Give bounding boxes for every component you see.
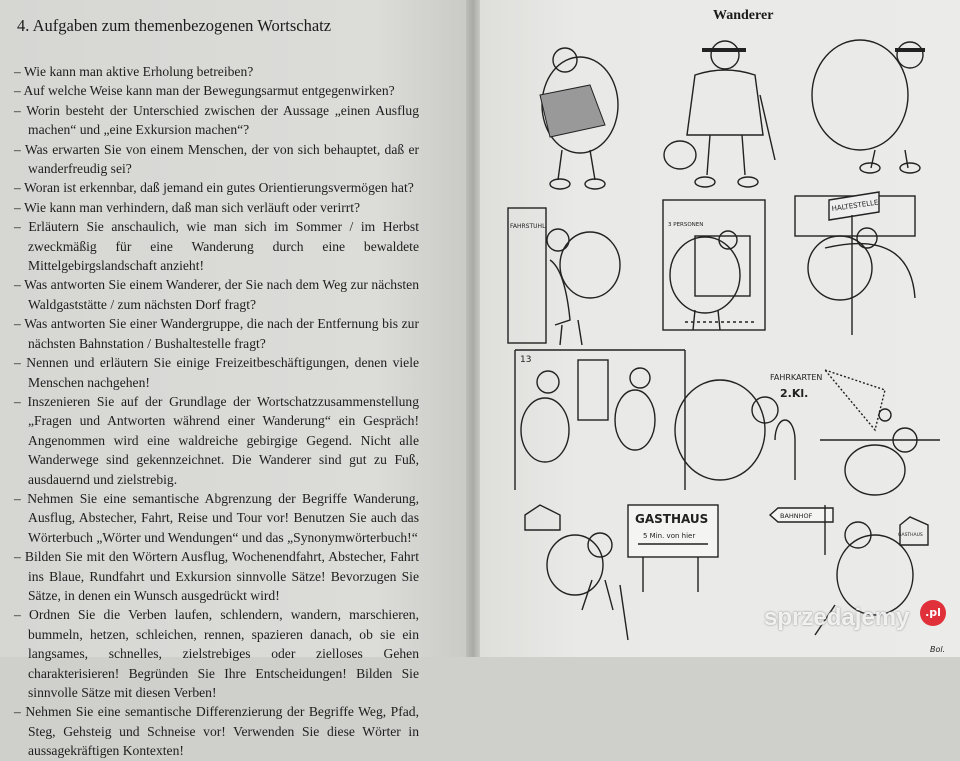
artist-signature: Bol. xyxy=(930,645,946,654)
task-item: – Was antworten Sie einer Wandergruppe, die nach der Entfernung bis zur nächsten Bahnstation / Bushaltestelle fragt? xyxy=(14,314,419,353)
task-item: – Was erwarten Sie von einem Menschen, der von sich behauptet, daß er wanderfreudig sei? xyxy=(14,140,419,179)
task-item: – Nehmen Sie eine semantische Differenzierung der Begriffe Weg, Pfad, Steg, Gehsteig und Schneise vor! Verwenden Sie diese Wörter in aussagekräftigen Kontexten! xyxy=(14,702,419,760)
cartoon-panel-1 xyxy=(540,48,618,189)
cartoon-panel-2 xyxy=(664,41,775,187)
compartment-number: 13 xyxy=(520,355,532,365)
cartoon-panel-lift-capacity xyxy=(663,200,765,330)
station-sign: BAHNHOF xyxy=(780,512,813,520)
elevator-sign: FAHRSTUHL xyxy=(510,223,546,230)
cartoon-panel-ticket-office xyxy=(675,373,822,480)
cartoon-panel-bus-stop xyxy=(795,192,915,335)
task-item: – Nennen und erläutern Sie einige Freizeitbeschäftigungen, denen viele Menschen nachgehen! xyxy=(14,353,419,392)
task-item: – Nehmen Sie eine semantische Abgrenzung der Begriffe Wanderung, Ausflug, Abstecher, Fahrt, Reise und Tour vor! Benutzen Sie auch das Wörterbuch „Wörter und Wendungen“ und das „Synonymwörterbuch!“ xyxy=(14,489,419,547)
inn-sign: GASTHAUS xyxy=(635,512,709,526)
cartoon-panel-train xyxy=(515,350,685,490)
ticket-class: 2.Kl. xyxy=(780,387,809,400)
task-item: – Was antworten Sie einem Wanderer, der Sie nach dem Weg zur nächsten Waldgaststätte / zum nächsten Dorf fragt? xyxy=(14,275,419,314)
book-gutter xyxy=(466,0,480,657)
section-heading: 4. Aufgaben zum themenbezogenen Wortschatz xyxy=(17,16,332,35)
bus-stop-sign: HALTESTELLE xyxy=(831,198,879,213)
task-item: – Wie kann man verhindern, daß man sich verläuft oder verirrt? xyxy=(14,198,419,217)
task-item: – Auf welche Weise kann man der Bewegungsarmut entgegenwirken? xyxy=(14,81,419,100)
watermark-badge: .pl xyxy=(920,600,946,626)
cartoon-panel-elevator xyxy=(508,208,620,345)
cartoon-panel-beach xyxy=(820,370,940,495)
tickets-sign: FAHRKARTEN xyxy=(770,373,823,382)
task-item: – Bilden Sie mit den Wörtern Ausflug, Wochenendfahrt, Abstecher, Fahrt ins Blaue, Rundfahrt und Exkursion sinnvolle Sätze! Bevorzugen Sie Sätze, in denen ein Wunsch ausgedrückt wird! xyxy=(14,547,419,605)
cartoon-title: Wanderer xyxy=(713,8,774,23)
cartoon-panel-inn-sign xyxy=(525,505,718,640)
task-item: – Woran ist erkennbar, daß jemand ein gutes Orientierungsvermögen hat? xyxy=(14,178,419,197)
capacity-sign: 3 PERSONEN xyxy=(668,222,704,228)
task-list xyxy=(14,62,419,761)
small-inn-sign: GASTHAUS xyxy=(898,533,923,538)
task-item: – Inszenieren Sie auf der Grundlage der Wortschatzzusammenstellung „Fragen und Antworten während einer Wanderung“ ein Gespräch! Angenommen wird eine waldreiche gebirgige Gegend. Nicht alle Wanderwege sind gekennzeichnet. Die Wanderer sind gut zu Fuß, ausdauernd und zielstrebig. xyxy=(14,392,419,489)
left-page xyxy=(0,0,470,759)
wanderer-cartoon-strip xyxy=(480,0,960,657)
task-item: – Worin besteht der Unterschied zwischen der Aussage „einen Ausflug machen“ und „eine Exkursion machen“? xyxy=(14,101,419,140)
task-item: – Wie kann man aktive Erholung betreiben? xyxy=(14,62,419,81)
task-item: – Ordnen Sie die Verben laufen, schlendern, wandern, marschieren, bummeln, hetzen, schleichen, rennen, spazieren danach, ob sie ein langsames, schnelles, zielstrebiges oder zielloses Gehen charakterisieren! Begründen Sie Ihre Entscheidungen! Bilden Sie sinnvolle Sätze mit diesen Verben! xyxy=(14,605,419,702)
inn-distance: 5 Min. von hier xyxy=(643,532,696,540)
task-item: – Erläutern Sie anschaulich, wie man sich im Sommer / im Herbst zweckmäßig für eine Wanderung durch eine bewaldete Mittelgebirgslandschaft anzieht! xyxy=(14,217,419,275)
cartoon-panel-3 xyxy=(812,40,925,173)
watermark: sprzedajemy xyxy=(764,604,910,631)
